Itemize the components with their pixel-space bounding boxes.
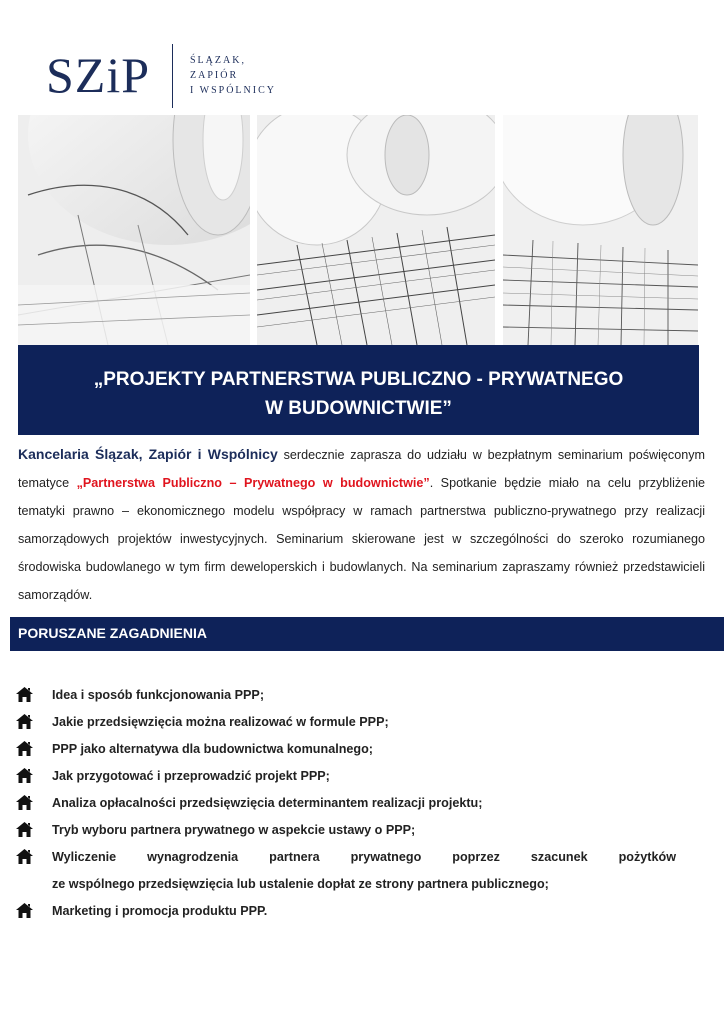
topic-text: Analiza opłacalności przedsięwzięcia determinantem realizacji projektu; [52,796,483,810]
topic-text: Marketing i promocja produktu PPP. [52,904,268,918]
topic-text: Jakie przedsięwzięcia można realizować w formule PPP; [52,715,389,729]
title-banner [18,345,699,435]
home-icon [16,795,33,810]
section-header [10,617,724,651]
list-item [16,736,676,763]
list-item [16,709,676,736]
logo-divider [172,44,173,108]
intro-paragraph [18,440,705,609]
home-icon [16,768,33,783]
home-icon [16,741,33,756]
blueprint-photo [18,115,250,345]
list-item [16,682,676,709]
logo-subtitle-line: I WSPÓLNICY [190,85,276,96]
home-icon [16,822,33,837]
firm-name: Kancelaria Ślązak, Zapiór i Wspólnicy [18,446,278,462]
logo-subtitle-line: ŚLĄZAK, [190,55,246,66]
topic-text: Jak przygotować i przeprowadzić projekt PPP; [52,769,330,783]
topic-text: Tryb wyboru partnera prywatnego w aspekcie ustawy o PPP; [52,823,416,837]
header-photo-strip [18,115,698,345]
topic-text: Wyliczenie wynagrodzenia partnera prywatnego poprzez szacunek pożytków [52,850,676,864]
topic-text: PPP jako alternatywa dla budownictwa komunalnego; [52,742,373,756]
home-icon [16,687,33,702]
seminar-topic: „Partnerstwa Publiczno – Prywatnego w budownictwie” [76,476,430,490]
home-icon [16,714,33,729]
blueprint-photo [257,115,495,345]
list-item [16,844,676,898]
logo-mark: SZiP [46,47,151,103]
list-item [16,817,676,844]
intro-text: . Spotkanie będzie miało na celu przybliżenie tematyki prawno – ekonomicznego modelu współpracy w ramach partnerstwa publiczno-prywatnego przy realizacji samorządowych projektów inwestycyjnych. Seminarium skierowane jest w szczególności do szeroko rozumianego środowiska budowlanego w tym firm deweloperskich i budowlanych. Na seminarium zapraszamy również przedstawicieli samorządów. [18,476,706,602]
banner-title-line1: „PROJEKTY PARTNERSTWA PUBLICZNO - PRYWATNEGO [93,369,624,390]
topics-list [16,682,676,925]
banner-title-line2: W BUDOWNICTWIE” [265,398,452,419]
topic-text: Idea i sposób funkcjonowania PPP; [52,688,265,702]
list-item [16,898,676,925]
logo-subtitle [190,53,276,98]
blueprint-photo [503,115,698,345]
intro-text: serdecznie zaprasza do udziału w bezpłatnym seminarium poświęconym tematyce [18,448,706,490]
home-icon [16,849,33,864]
section-title: PORUSZANE ZAGADNIENIA [18,625,208,641]
list-item [16,763,676,790]
topic-text-continued: ze wspólnego przedsięwzięcia lub ustalenie dopłat ze strony partnera publicznego; [52,877,549,891]
list-item [16,790,676,817]
home-icon [16,903,33,918]
logo-subtitle-line: ZAPIÓR [190,70,239,81]
